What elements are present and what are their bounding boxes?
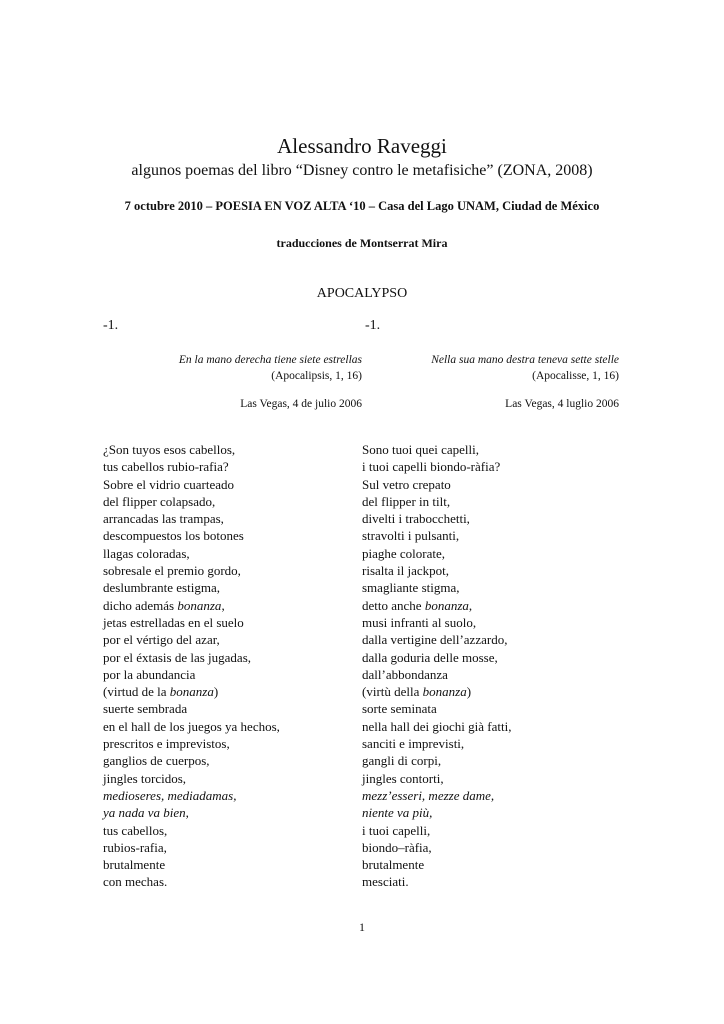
poem-line [362, 718, 511, 735]
poem-line-text: Sobre el vidrio cuarteado [103, 476, 235, 492]
poem-line [103, 458, 280, 475]
poem-line-text: , [221, 597, 225, 613]
place-date-italian: Las Vegas, 4 luglio 2006 [505, 398, 619, 410]
poem-line-text: en el hall de los juegos ya hechos, [103, 718, 280, 734]
poem-line [362, 839, 511, 856]
poem-line-text: detto anche [362, 597, 425, 613]
poem-line-text: llagas coloradas, [103, 545, 190, 561]
poem-line-text: dalla vertigine dell’azzardo, [362, 632, 508, 648]
poem-line [362, 666, 511, 683]
author-title: Alessandro Raveggi [277, 134, 447, 158]
poem-line [362, 700, 511, 717]
poem-line [103, 649, 280, 666]
poem-line-text: musi infranti al suolo, [362, 614, 477, 630]
poem-line-italic-text: mezz’esseri, mezze dame, [362, 787, 495, 803]
poem-spanish [103, 441, 280, 891]
poem-number-italian: -1. [365, 318, 381, 333]
poem-line-text: por el vértigo del azar, [103, 632, 220, 648]
poem-line-text: brutalmente [362, 857, 425, 873]
poem-line-text: del flipper colapsado, [103, 493, 216, 509]
poem-line-text: del flipper in tilt, [362, 493, 451, 509]
poem-line [103, 493, 280, 510]
poem-line-text: (virtud de la [103, 684, 170, 700]
poem-line [103, 735, 280, 752]
poem-line-text: piaghe colorate, [362, 545, 446, 561]
poem-line [103, 631, 280, 648]
poem-line-text: stravolti i pulsanti, [362, 528, 460, 544]
poem-line [103, 839, 280, 856]
event-line: 7 octubre 2010 – POESIA EN VOZ ALTA ‘10 – Casa del Lago UNAM, Ciudad de México [124, 199, 600, 213]
poem-line [362, 822, 511, 839]
poem-line-text: risalta il jackpot, [362, 563, 450, 579]
poem-line-text: divelti i trabocchetti, [362, 511, 470, 527]
poem-line [103, 787, 280, 804]
poem-line-text: mesciati. [362, 874, 409, 890]
poem-line-text: Sono tuoi quei capelli, [362, 442, 479, 457]
epigraph-italian [431, 352, 619, 384]
poem-line [362, 735, 511, 752]
poem-line [103, 804, 280, 821]
poem-line-italic-text: ya nada va bien, [103, 805, 189, 821]
poem-line [103, 562, 280, 579]
poem-line [362, 649, 511, 666]
poem-line-text: i tuoi capelli, [362, 822, 431, 838]
book-subtitle: algunos poemas del libro “Disney contro le metafisiche” (ZONA, 2008) [131, 162, 593, 179]
translators-line: traducciones de Montserrat Mira [276, 236, 448, 250]
poem-line-text: suerte sembrada [103, 701, 188, 717]
poem-line-text: nella hall dei giochi già fatti, [362, 718, 512, 734]
poem-line-text: brutalmente [103, 857, 166, 873]
poem-line-text: jingles torcidos, [103, 770, 187, 786]
poem-line-text: jingles contorti, [362, 770, 444, 786]
poem-line [103, 873, 280, 890]
poem-line-text: por el éxtasis de las jugadas, [103, 649, 252, 665]
poem-line [103, 579, 280, 596]
poem-line-text: ) [213, 684, 219, 700]
poem-line-text: sanciti e imprevisti, [362, 736, 465, 752]
poem-line-text: ¿Son tuyos esos cabellos, [103, 442, 236, 457]
poem-line [362, 683, 511, 700]
poem-line [103, 752, 280, 769]
poem-line [362, 493, 511, 510]
poem-line [103, 770, 280, 787]
poem-line [362, 510, 511, 527]
poem-line [362, 856, 511, 873]
poem-line [103, 510, 280, 527]
poem-line-text: rubios-rafia, [103, 839, 167, 855]
epigraph-citation-italian: (Apocalisse, 1, 16) [532, 370, 619, 382]
poem-line-text: tus cabellos, [103, 822, 168, 838]
poem-line-text: descompuestos los botones [103, 528, 244, 544]
poem-line-italic-text: niente va più, [362, 805, 433, 821]
poem-line-text: con mechas. [103, 874, 168, 890]
poem-line [362, 752, 511, 769]
poem-line [362, 770, 511, 787]
poem-line-text: arrancadas las trampas, [103, 511, 224, 527]
poem-line-text: dall’abbondanza [362, 666, 448, 682]
epigraph-spanish [179, 352, 362, 384]
poem-line [103, 545, 280, 562]
poem-line-text: deslumbrante estigma, [103, 580, 220, 596]
poem-line [103, 683, 280, 700]
poem-line [103, 441, 280, 458]
poem-line [362, 458, 511, 475]
poem-line-text: por la abundancia [103, 666, 196, 682]
poem-line-text: gangli di corpi, [362, 753, 442, 769]
poem-line-text: smagliante stigma, [362, 580, 460, 596]
poem-line-text: ) [466, 684, 472, 700]
poem-line-italic-text: medioseres, mediadamas, [103, 787, 237, 803]
poem-line [362, 476, 511, 493]
poem-line [362, 631, 511, 648]
epigraph-quote-spanish: En la mano derecha tiene siete estrellas [178, 354, 362, 366]
poem-line-text: Sul vetro crepato [362, 476, 451, 492]
poem-number-spanish: -1. [103, 318, 119, 333]
poem-line-text: , [468, 597, 473, 613]
page-number: 1 [359, 920, 365, 934]
poem-line-text: sorte seminata [362, 701, 437, 717]
poem-line [362, 545, 511, 562]
poem-line [362, 614, 511, 631]
poem-line [362, 527, 511, 544]
poem-line-text: ganglios de cuerpos, [103, 753, 210, 769]
poem-line [362, 562, 511, 579]
poem-line [103, 822, 280, 839]
poem-line-italic-text: bonanza [169, 684, 214, 700]
poem-line [103, 597, 280, 614]
poem-line [362, 804, 511, 821]
poem-line [362, 579, 511, 596]
poem-line [103, 666, 280, 683]
poem-line [362, 873, 511, 890]
poem-line [103, 856, 280, 873]
poem-line-text: dicho además [103, 597, 178, 613]
poem-line [362, 597, 511, 614]
poem-line-italic-text: bonanza [177, 597, 222, 613]
epigraph-quote-italian: Nella sua mano destra teneva sette stelle [431, 354, 619, 366]
place-date-spanish: Las Vegas, 4 de julio 2006 [240, 398, 362, 410]
poem-line-italic-text: bonanza [422, 684, 467, 700]
poem-line [362, 441, 511, 458]
poem-line-text: biondo–ràfia, [362, 839, 432, 855]
poem-line [103, 718, 280, 735]
poem-line-text: (virtù della [362, 684, 423, 700]
poem-line [362, 787, 511, 804]
poem-line [103, 614, 280, 631]
poem-line-text: tus cabellos rubio-rafia? [103, 459, 229, 475]
poem-line [103, 527, 280, 544]
poem-line-text: prescritos e imprevistos, [103, 736, 230, 752]
poem-line-text: i tuoi capelli biondo-ràfia? [362, 459, 501, 475]
poem-line-text: dalla goduria delle mosse, [362, 649, 498, 665]
poem-line-text: jetas estrelladas en el suelo [103, 614, 244, 630]
poem-line-text: sobresale el premio gordo, [103, 563, 241, 579]
poem-line [103, 700, 280, 717]
epigraph-citation-spanish: (Apocalipsis, 1, 16) [271, 370, 362, 382]
poem-italian [362, 441, 511, 891]
poem-line [103, 476, 280, 493]
section-title: APOCALYPSO [316, 286, 408, 301]
poem-line-italic-text: bonanza [424, 597, 469, 613]
